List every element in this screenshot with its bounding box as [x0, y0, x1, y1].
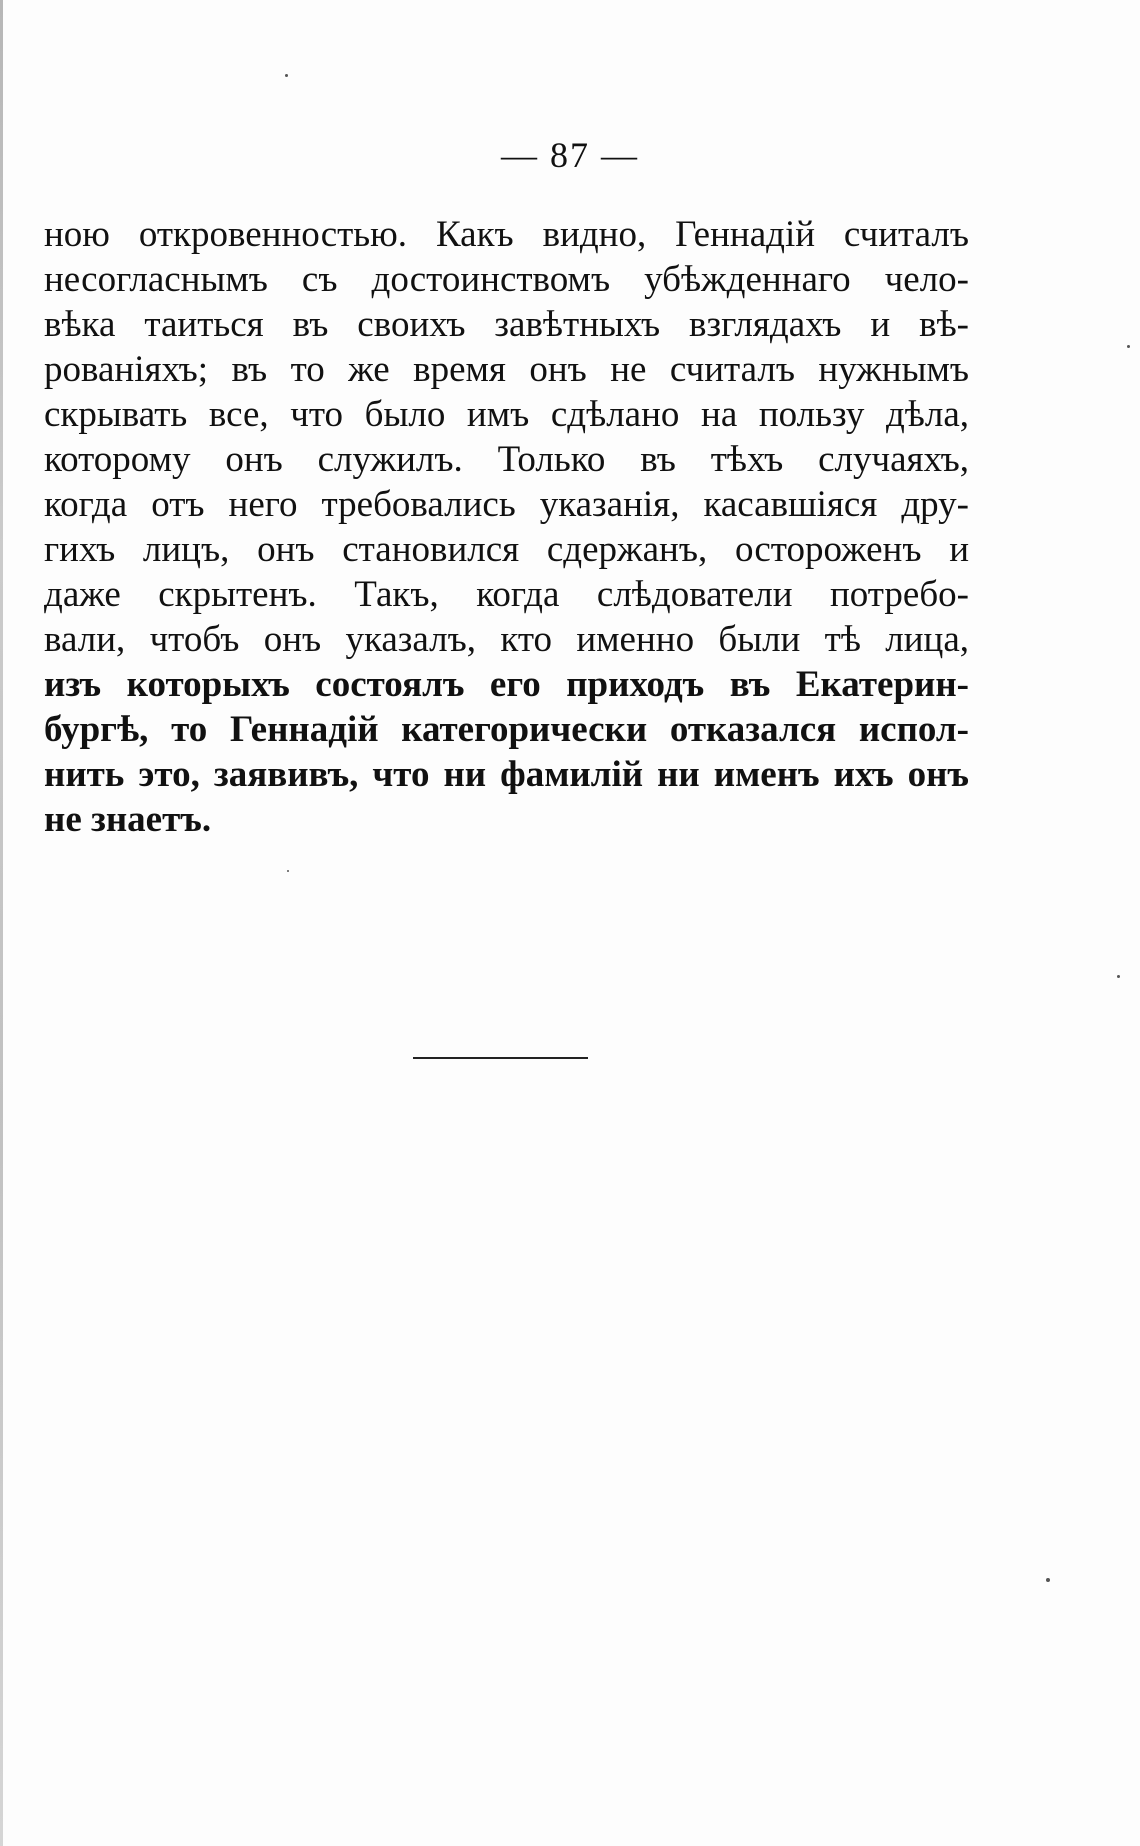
text-line: не знаетъ. [44, 799, 212, 840]
page-number: — 87 — [501, 135, 639, 175]
page-edge-shadow [0, 0, 3, 1846]
print-speck [1127, 345, 1130, 348]
text-line: нить это, заявивъ, что ни фамилій ни именъ ихъ онъ [44, 754, 969, 795]
print-speck [1117, 975, 1120, 978]
text-line: вали, чтобъ онъ указалъ, кто именно были тѣ лица, [44, 619, 969, 660]
body-paragraph [44, 212, 969, 842]
text-line: гихъ лицъ, онъ становился сдержанъ, остороженъ и [44, 529, 969, 570]
text-line: ною откровенностью. Какъ видно, Геннадій считалъ [44, 214, 969, 255]
text-line: которому онъ служилъ. Только въ тѣхъ случаяхъ, [44, 439, 969, 480]
print-speck [285, 74, 288, 77]
text-line: даже скрытенъ. Такъ, когда слѣдователи потребо- [44, 574, 969, 615]
text-line: несогласнымъ съ достоинствомъ убѣжденнаго чело- [44, 259, 969, 300]
text-line: рованіяхъ; въ то же время онъ не считалъ нужнымъ [44, 349, 969, 390]
text-line: скрывать все, что было имъ сдѣлано на пользу дѣла, [44, 394, 969, 435]
text-line: вѣка таиться въ своихъ завѣтныхъ взглядахъ и вѣ- [44, 304, 969, 345]
text-line: бургѣ, то Геннадій категорически отказался испол- [44, 709, 969, 750]
end-rule-divider [413, 1057, 588, 1059]
print-speck [287, 870, 289, 872]
text-line: когда отъ него требовались указанія, касавшіяся дру- [44, 484, 969, 525]
text-line: изъ которыхъ состоялъ его приходъ въ Екатерин- [44, 664, 969, 705]
print-speck [1046, 1578, 1050, 1582]
